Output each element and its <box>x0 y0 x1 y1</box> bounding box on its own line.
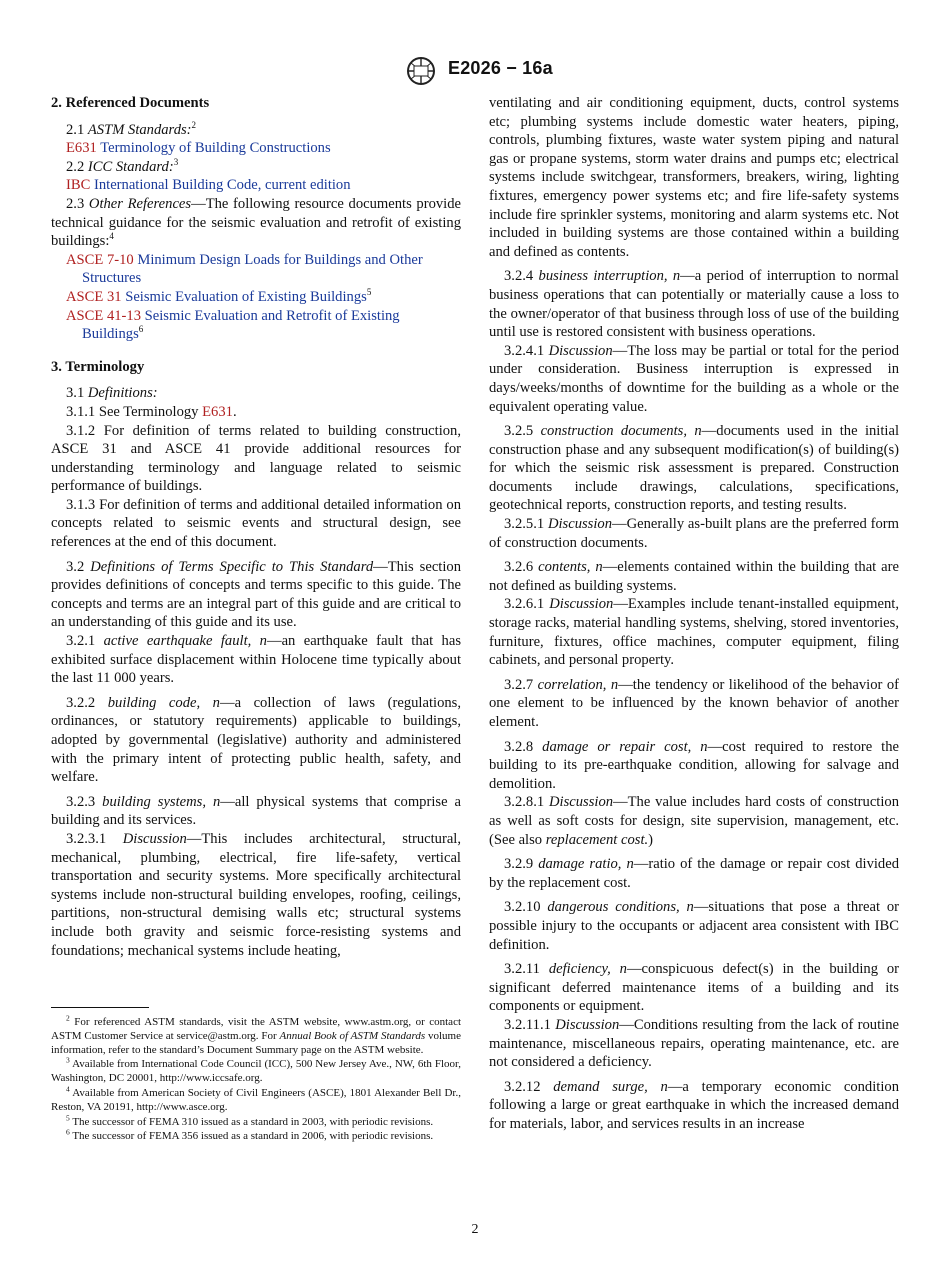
para-2-3: 2.3 Other References—The following resource documents provide technical guidance for the seismic evaluation and retrofit of existing buildings:$^4$ <box>51 195 462 250</box>
para-2-1: 2.1 ASTM Standards:$^2$ <box>66 119 197 138</box>
ref-ibc[interactable]: IBC International Building Code, current edition <box>66 177 351 194</box>
para-3-1-1: 3.1.1 See Terminology E631. <box>66 403 237 420</box>
para-3-2-5: 3.2.5 construction documents, n—documents used in the initial construction phase and any subsequent modification(s) of building(s) for which the seismic risk assessment is prepared. Construction documents include drawings, calculations, specifications, geotechnical reports, construction reports, and testing results. <box>489 423 899 514</box>
para-3-1-2: 3.1.2 For definition of terms related to building construction, ASCE 31 and ASCE 41 provide additional resources for understanding terminology and language related to seismic performance of buildings. <box>51 422 461 495</box>
astm-logo-icon <box>402 56 440 86</box>
para-3-2-1: 3.2.1 active earthquake fault, n—an earthquake fault that has exhibited surface displacement within Holocene time typically about the last 11 000 years. <box>51 633 461 687</box>
para-3-2-11-1: 3.2.11.1 Discussion—Conditions resulting from the lack of routine maintenance, miscellaneous repairs, operating maintenance, etc. are not considered a deficiency. <box>489 1016 899 1071</box>
footnote-2: $^2$ For referenced ASTM standards, visit the ASTM website, www.astm.org, or contact ASTM Customer Service at service@astm.org. For Annual Book of ASTM Standards volume information, refer to the standard’s Document Summary page on the ASTM website. <box>51 1013 462 1056</box>
para-3-2-3: 3.2.3 building systems, n—all physical systems that comprise a building and its services. <box>51 793 461 829</box>
para-3-2-4: 3.2.4 business interruption, n—a period of interruption to normal business operations that can potentially or materially cause a loss to the owner/operator of that business through loss of use of the building until use is restored consistent with business operations. <box>489 268 899 341</box>
footnote-6: $^6$ The successor of FEMA 356 issued as a standard in 2006, with periodic revisions. <box>66 1127 434 1143</box>
para-3-2-3-1: 3.2.3.1 Discussion—This includes architectural, structural, mechanical, plumbing, electrical, fire life-safety, vertical transportation and security systems. More specifically architectural systems include non-structural building envelopes, roofing, ceilings, partitions, non-structural demising walls etc; structural systems include both gravity and seismic force-resisting systems and foundations; mechanical systems include heating, <box>51 830 462 959</box>
page-header <box>0 56 950 86</box>
section-title-referenced-documents: 2. Referenced Documents <box>51 95 210 111</box>
para-3-2-6-1: 3.2.6.1 Discussion—Examples include tenant-installed equipment, storage racks, material handling systems, shelving, stored inventories, furniture, fixtures, office machines, computer equipment, filing cabinets, and personal property. <box>489 596 900 669</box>
para-3-2-7: 3.2.7 correlation, n—the tendency or likelihood of the behavior of one element to be influenced by the known behavior of another element. <box>489 676 899 730</box>
footnote-divider <box>51 1007 149 1008</box>
para-3-1: 3.1 Definitions: <box>66 385 158 402</box>
para-3-2-8: 3.2.8 damage or repair cost, n—cost required to restore the building to its pre-earthquake condition, allowing for salvage and demolition. <box>489 738 899 792</box>
para-3-2-4-1: 3.2.4.1 Discussion—The loss may be partial or total for the period under consideration. Business interruption is expressed in days/weeks/months of downtime for the building as a whole or the equivalent operating value. <box>489 342 899 415</box>
para-3-2-8-1: 3.2.8.1 Discussion—The value includes hard costs of construction as well as soft costs for design, site supervision, management, etc. (See also replacement cost.) <box>489 794 900 848</box>
right-column <box>489 94 899 1133</box>
para-3-2-11: 3.2.11 deficiency, n—conspicuous defect(s) in the building or significant deferred maintenance items of a building and its components or equipment. <box>489 961 900 1015</box>
ref-asce-41[interactable]: ASCE 41-13 Seismic Evaluation and Retrofit of Existing Buildings$^6$ <box>66 307 400 343</box>
para-3-2-2: 3.2.2 building code, n—a collection of laws (regulations, ordinances, or statutory requirements) applicable to buildings, adopted by governmental (legislative) authority and administered with the primary intent of protecting public health, safety, and welfare. <box>51 694 461 786</box>
para-3-2-12: 3.2.12 demand surge, n—a temporary economic condition following a large or great earthquake in which the increased demand for materials, labor, and services results in an increase <box>489 1078 899 1132</box>
para-3-2: 3.2 Definitions of Terms Specific to This Standard—This section provides definitions of concepts and terms specific to this guide. The concepts and terms are an integral part of this guide and are critical to an understanding of this guide and its use. <box>51 558 462 631</box>
footnote-5: $^5$ The successor of FEMA 310 issued as a standard in 2003, with periodic revisions. <box>66 1112 434 1128</box>
para-3-2-10: 3.2.10 dangerous conditions, n—situations that pose a threat or possible injury to the occupants or adjacent area consistent with IBC definition. <box>489 899 900 953</box>
para-2-2: 2.2 ICC Standard:$^3$ <box>66 156 179 175</box>
para-3-2-5-1: 3.2.5.1 Discussion—Generally as-built plans are the preferred form of construction documents. <box>489 516 899 551</box>
section-title-terminology: 3. Terminology <box>51 358 145 375</box>
footnote-3: $^3$ Available from International Code Council (ICC), 500 New Jersey Ave., NW, 6th Floor, Washington, DC 20001, http://www.iccsafe.org. <box>51 1055 461 1085</box>
left-column <box>51 94 461 960</box>
para-3-2-6: 3.2.6 contents, n—elements contained within the building that are not defined as building systems. <box>489 559 899 594</box>
footnotes <box>51 1013 462 1145</box>
link-e631[interactable]: E631 <box>202 403 233 420</box>
ref-asce-7[interactable]: ASCE 7-10 Minimum Design Loads for Buildings and Other Structures <box>66 251 423 287</box>
page-number: 2 <box>471 1222 479 1237</box>
para-3-2-3-1-continued: ventilating and air conditioning equipment, ducts, control systems etc; plumbing systems include domestic water heaters, piping, controls, plumbing fixtures, waste water system piping and natural gas or propane systems, storm water drains and pumps etc; electrical systems include switchgear, transformers, breakers, wiring, lighting fixtures, emergency power systems etc; and fire life-safety systems include fire sprinkler systems, monitoring and alarm systems etc. Not included in building systems are those contained within a building and defined as contents. <box>489 95 899 260</box>
para-3-2-9: 3.2.9 damage ratio, n—ratio of the damage or repair cost divided by the replacement cost. <box>489 856 899 891</box>
ref-e631[interactable]: E631 Terminology of Building Constructions <box>66 140 331 157</box>
ref-asce-31[interactable]: ASCE 31 Seismic Evaluation of Existing Buildings$^5$ <box>66 287 372 305</box>
document-id: E2026 − 16a <box>448 58 553 78</box>
footnote-4: $^4$ Available from American Society of Civil Engineers (ASCE), 1801 Alexander Bell Dr., Reston, VA 20191, http://www.asce.org. <box>51 1084 461 1113</box>
para-3-1-3: 3.1.3 For definition of terms and additional detailed information on concepts related to seismic events and structural design, see references at the end of this document. <box>51 496 461 551</box>
